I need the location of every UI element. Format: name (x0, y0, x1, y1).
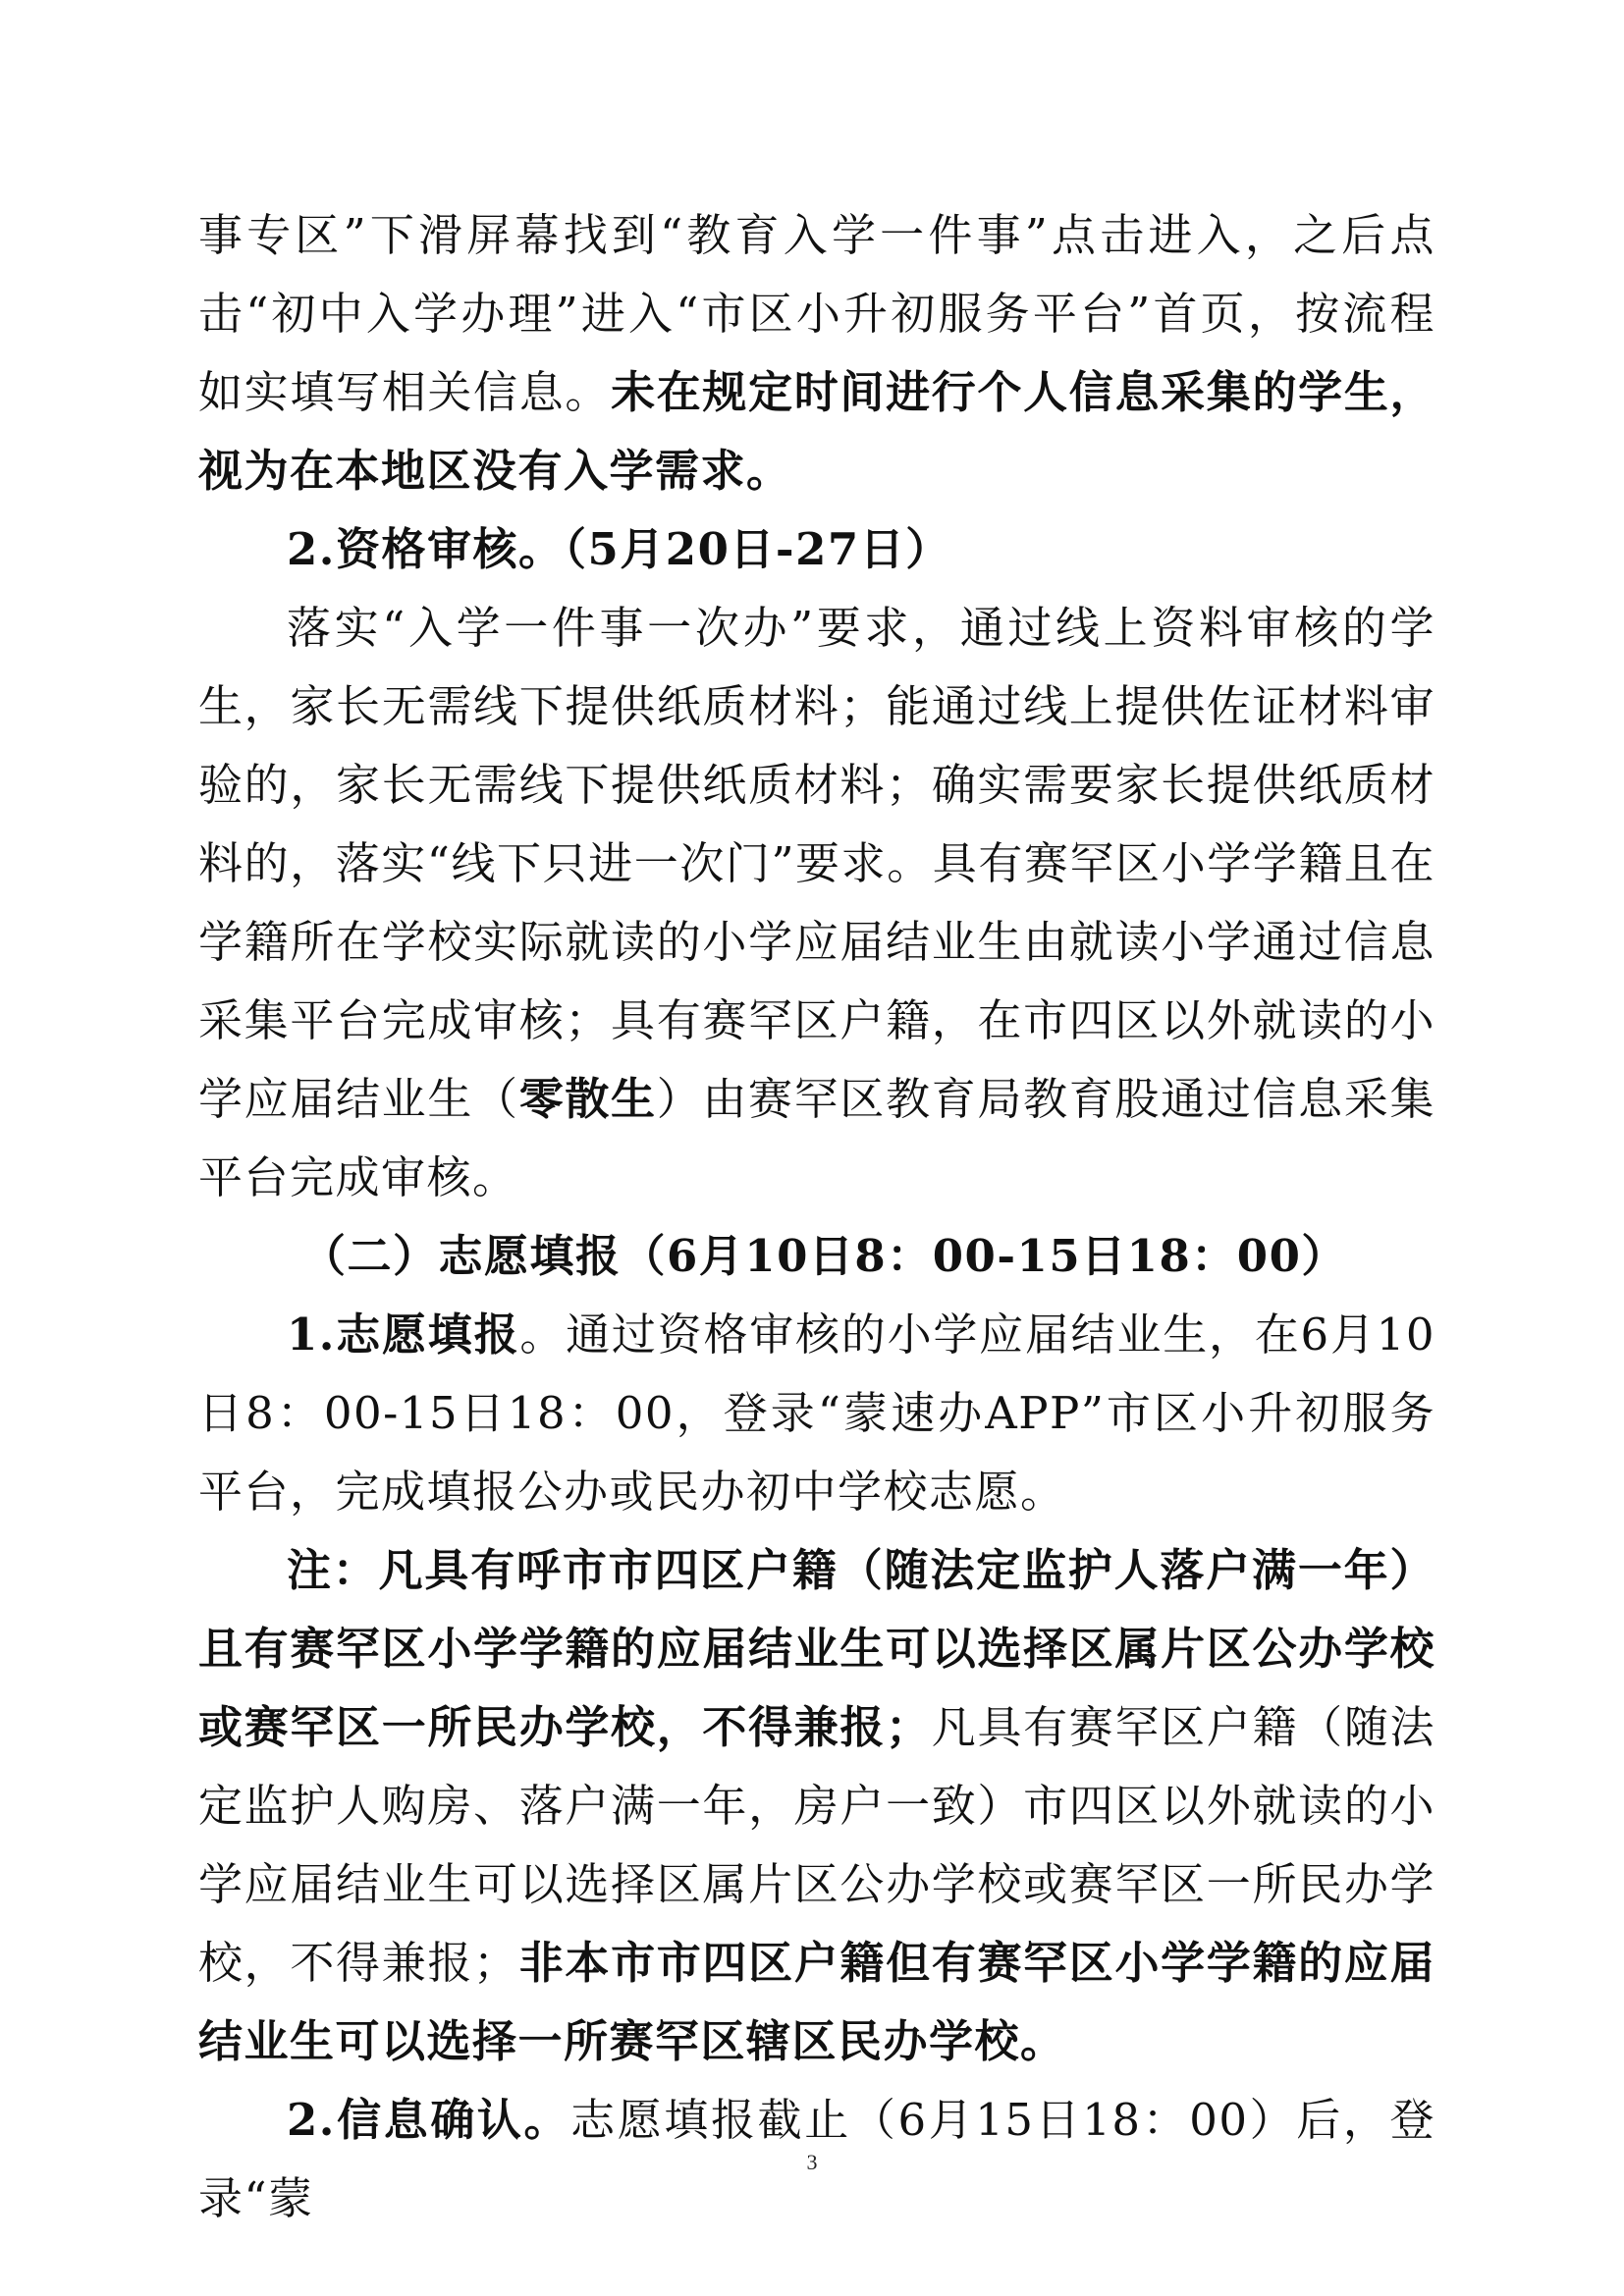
text-review-details-end: ）由赛罕区教育局教育股通过信息采集平台完成审核。 (198, 1073, 1435, 1203)
document-body (198, 196, 1435, 2238)
paragraph-info-collection (198, 196, 1435, 510)
text-application-details: 。通过资格审核的小学应届结业生，在6月10日8：00-15日18：00，登录“蒙速办APP”市区小升初服务平台，完成填报公办或民办初中学校志愿。 (198, 1308, 1435, 1518)
page-number: 3 (806, 2150, 818, 2174)
text-note-rule-2: 凡具有赛罕区户籍（随法定监护人购房、落户满一年，房户一致）市四区以外就读的小学应届结业生可以选择区属片区公办学校或赛罕区一所民办学校，不得兼报； (198, 1701, 1435, 1989)
text-collection-steps: 事专区”下滑屏幕找到“教育入学一件事”点击进入，之后点击“初中入学办理”进入“市区小升初服务平台”首页，按流程如实填写相关信息。 (198, 209, 1435, 418)
paragraph-application (198, 1296, 1435, 1531)
text-confirmation-label: 2.信息确认。 (287, 2094, 571, 2146)
text-scattered-students: 零散生 (518, 1073, 657, 1125)
paragraph-note (198, 1531, 1435, 2081)
text-note-rule-3: 非本市市四区户籍但有赛罕区小学学籍的应届结业生可以选择一所赛罕区辖区民办学校。 (198, 1937, 1435, 2067)
text-note-rule-1: 注：凡具有呼市市四区户籍（随法定监护人落户满一年）且有赛罕区小学学籍的应届结业生可以选择区属片区公办学校或赛罕区一所民办学校，不得兼报； (198, 1544, 1435, 1753)
text-application-label: 1.志愿填报 (287, 1308, 520, 1361)
heading-application: （二）志愿填报（6月10日8：00-15日18：00） (301, 1230, 1347, 1282)
text-confirmation-details: 志愿填报截止（6月15日18：00）后，登录“蒙 (198, 2094, 1435, 2224)
text-collection-warning: 未在规定时间进行个人信息采集的学生，视为在本地区没有入学需求。 (198, 366, 1435, 497)
heading-qualification-review: 2.资格审核。（5月20日-27日） (287, 523, 951, 575)
text-review-details: 落实“入学一件事一次办”要求，通过线上资料审核的学生，家长无需线下提供纸质材料；能通过线上提供佐证材料审验的，家长无需线下提供纸质材料；确实需要家长提供纸质材料的，落实“线下只进一次门”要求。具有赛罕区小学学籍且在学籍所在学校实际就读的小学应届结业生由就读小学通过信息采集平台完成审核；具有赛罕区户籍，在市四区以外就读的小学应届结业生（ (198, 602, 1435, 1125)
paragraph-qualification-review (198, 589, 1435, 1217)
